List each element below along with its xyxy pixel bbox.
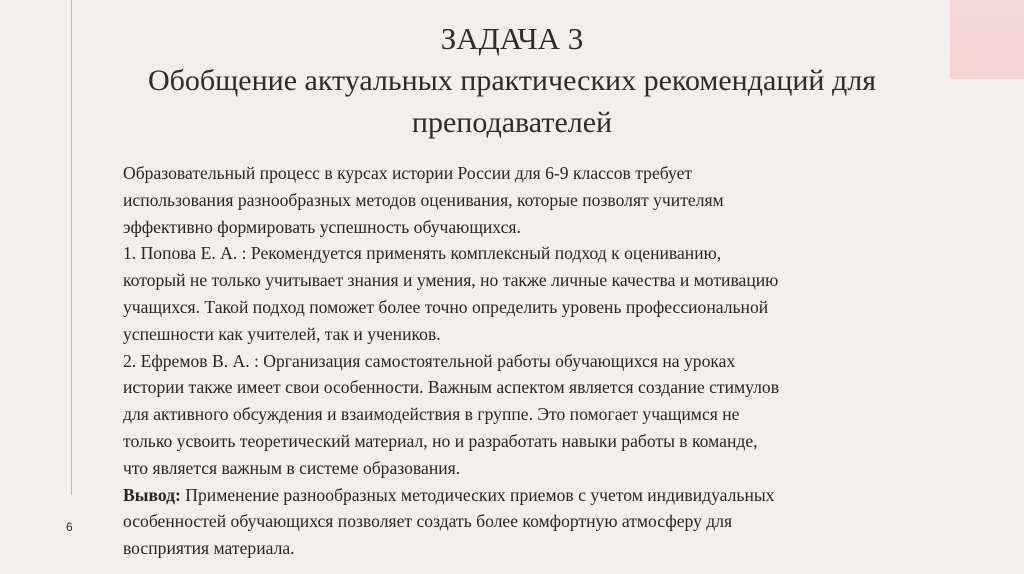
intro-line-2: использования разнообразных методов оценивания, которые позволят учителям (123, 189, 724, 210)
conclusion-label: Вывод: (123, 484, 181, 505)
intro-line-1: Образовательный процесс в курсах истории России для 6-9 классов требует (123, 163, 693, 183)
item2-line-2: истории также имеет свои особенности. Важным аспектом является создание стимулов (123, 377, 780, 398)
slide-title (72, 18, 952, 144)
item1-line-4: успешности как учителей, так и учеников. (123, 323, 441, 344)
conclusion-line-2: особенностей обучающихся позволяет создать более комфортную атмосферу для (123, 511, 733, 532)
title-line-3: преподавателей (411, 106, 613, 139)
title-line-1: ЗАДАЧА 3 (440, 21, 584, 56)
item1-line-2: который не только учитывает знания и умения, но также личные качества и мотивацию (123, 270, 779, 291)
intro-line-3: эффективно формировать успешность обучающихся. (123, 216, 521, 237)
item1-line-3: учащихся. Такой подход поможет более точно определить уровень профессиональной (123, 296, 769, 317)
item1-line-1: 1. Попова Е. А. : Рекомендуется применять комплексный подход к оцениванию, (123, 243, 722, 264)
item2-line-3: для активного обсуждения и взаимодействия в группе. Это помогает учащимся не (123, 404, 740, 425)
corner-accent-block (950, 0, 1024, 79)
item2-line-4: только усвоить теоретический материал, но и разработать навыки работы в команде, (123, 430, 758, 451)
title-line-2: Обобщение актуальных практических рекомендаций для (147, 64, 877, 97)
conclusion-text-1: Применение разнообразных методических приемов с учетом индивидуальных (180, 484, 775, 505)
conclusion-line-1 (123, 482, 923, 509)
slide-number: 6 (66, 520, 73, 534)
slide-body (123, 160, 923, 562)
conclusion-line-3: восприятия материала. (123, 538, 295, 559)
item2-line-5: что является важным в системе образования. (123, 457, 461, 478)
item2-line-1: 2. Ефремов В. А. : Организация самостоятельной работы обучающихся на уроках (123, 350, 736, 371)
